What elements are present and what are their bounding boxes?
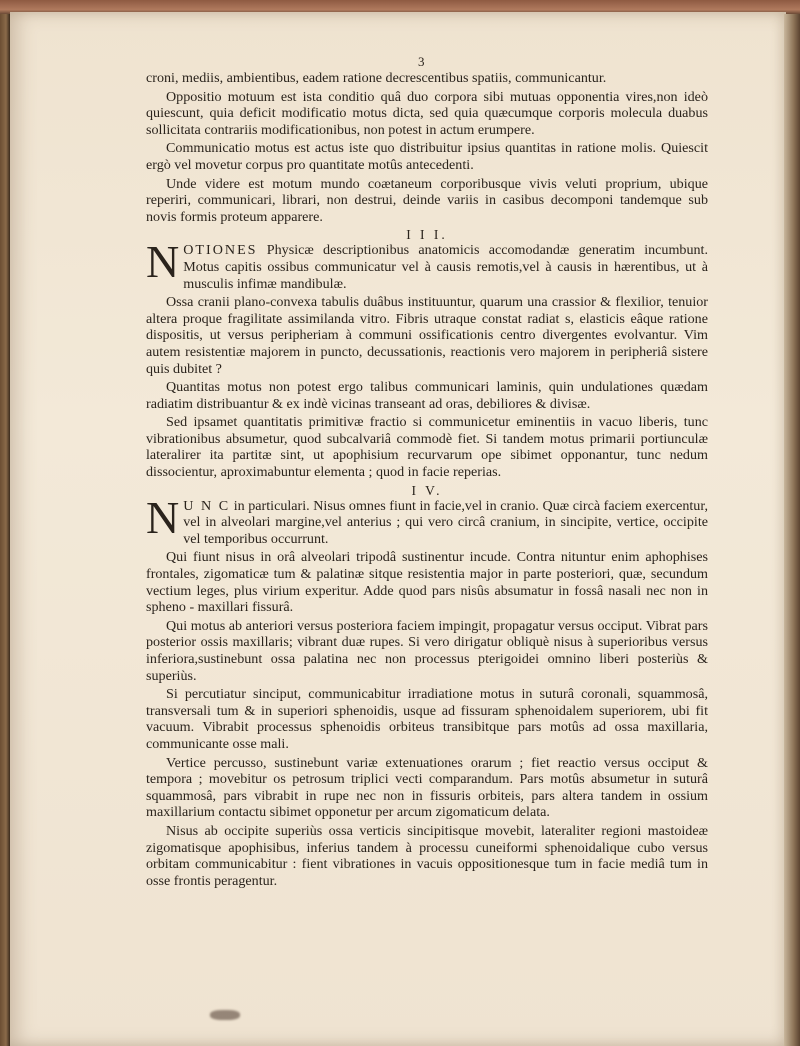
section-heading-4: I V. xyxy=(411,482,443,498)
paragraph: Qui motus ab anteriori versus posteriora faciem impingit, propagatur versus occiput. Vibrat pars posterior ossis maxillaris; vibrant duæ rupes. Si vero dirigatur obliquè nisus à superioribus versus inferiora,sustinebunt ossa palatina nec non processus pterigoidei omnino liberi posteriùs & superiùs. xyxy=(146,617,708,684)
drop-cap-letter: N xyxy=(146,491,180,543)
paragraph: Vertice percusso, sustinebunt variæ extenuationes orarum ; fiet reactio versus occiput & tempora ; movebitur os petrosum triplici vecti comparandum. Pars motûs absumetur in suturâ squammosâ, pars vibrabit in rupe nec non in fissuris orbiteis, pars altera tandem in ossium maxillarium contactu sibimet opponetur per arcum zigomaticum delata. xyxy=(146,754,708,821)
paragraph: Ossa cranii plano-convexa tabulis duâbus instituuntur, quarum una crassior & flexilior, tenuior altera proque fragilitate assimilanda vitro. Fibris utraque constat radiat s, elasticis eâque ratione dispositis, ut versus peripheriam à communi ossificationis centro divergentes evolvantur. Vim autem resistentiæ majorem in puncto, decussationis, reactionis vero majorem in peripheriâ sistere quis dubitet ? xyxy=(146,294,708,377)
page-number: 3 xyxy=(418,54,425,69)
paragraph: Qui fiunt nisus in orâ alveolari tripodâ sustinentur incude. Contra nituntur enim aphophises frontales, zigomaticæ tum & palatinæ sitque resistentia major in parte posteriori, quæ, secundum vectium leges, plus virium experitur. Adde quod pars nisûs absumatur in fossâ nasali nec non in spheno - maxillari fissurâ. xyxy=(146,549,708,616)
paragraph: Sed ipsamet quantitatis primitivæ fractio si communicetur eminentiis in vacuo liberis, tunc vibrationibus absumetur, quod subcalvariâ commodè fiet. Si tandem motus primarii portiunculæ lateralirer ita partitæ sint, ut apophisium recurvarum ope sibimet opponantur, tunc nedum dissocientur, aproximabuntur elementa ; quod in facie reperias. xyxy=(146,414,708,481)
paragraph: croni, mediis, ambientibus, eadem ratione decrescentibus spatiis, communicantur. xyxy=(146,70,607,86)
section-3-lead-paragraph xyxy=(146,236,708,292)
section-4-lead-paragraph xyxy=(146,491,708,548)
page-text-body xyxy=(146,70,708,891)
lead-small-caps: OTIONES xyxy=(183,242,258,259)
lead-text: in particulari. Nisus omnes fiunt in facie,vel in cranio. Quæ circà faciem exercentur, vel in alveolari margine,vel anterius ; qui vero circâ cranium, in sincipite, vertice, occipite vel temporibus occurrunt. xyxy=(183,497,708,547)
paragraph: Quantitas motus non potest ergo talibus communicari laminis, quin undulationes quædam radiatim distribuantur & ex indè vicinas transeant ad oras, debiliores & divisæ. xyxy=(146,379,708,412)
drop-cap-letter: N xyxy=(146,236,180,288)
ink-smudge xyxy=(210,1010,240,1020)
paragraph: Unde videre est motum mundo coætaneum corporibusque vivis veluti proprium, ubique reperiri, communicari, librari, non destrui, deinde variis in casibus decomponi tandemque sub novis formis proteum apparere. xyxy=(146,175,708,225)
paragraph: Oppositio motuum est ista conditio quâ duo corpora sibi mutuas opponentia vires,non ideò quiescunt, quia deficit modificatio motus dicta, sed quia quæcumque corporis molecula duabus sollicitata contrariis modificationibus, non potest in actum erumpere. xyxy=(146,88,708,138)
lead-text: Physicæ descriptionibus anatomicis accomodandæ generatim incumbunt. Motus capitis ossibus communicatur vel à causis remotis,vel à causis in hærentibus, ut à musculis infimæ mandibulæ. xyxy=(183,242,708,292)
paragraph: Si percutiatur sinciput, communicabitur irradiatione motus in suturâ coronali, squammosâ, transversali tum & in superiori sphenoidis, usque ad fissuram sphenoidalem superiorem, ubi fit vacuum. Vibrabit processus sphenoidis orbiteus transibitque pars motûs ad ossa maxillaria, communicante osse mali. xyxy=(146,686,708,752)
section-heading-3: I I I. xyxy=(406,227,448,243)
page-fore-edge xyxy=(784,14,800,1046)
paragraph: Communicatio motus est actus iste quo distribuitur ipsius quantitas in ratione molis. Quiescit ergò vel movetur corpus pro quantitate motûs antecedenti. xyxy=(146,140,708,173)
lead-small-caps: U N C xyxy=(183,497,231,514)
paragraph: Nisus ab occipite superiùs ossa verticis sincipitisque movebit, lateraliter regioni mastoideæ zigomatisque apophisibus, inferius tandem à processu cuneiformi sphenoidalique cubo versus orbitam communicabitur : fient vibrationes in vacuis oppositionesque tum in facie mediâ tum in osse frontis peragentur. xyxy=(146,822,708,889)
